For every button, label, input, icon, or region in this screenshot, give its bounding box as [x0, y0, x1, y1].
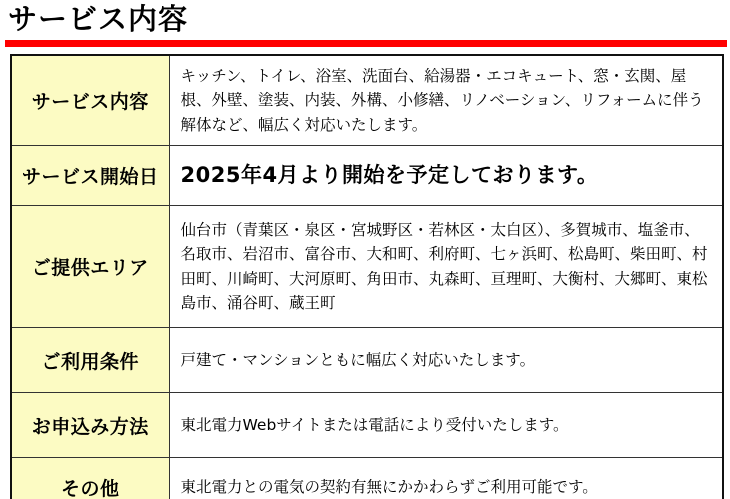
row-content: 2025年4月より開始を予定しております。 [169, 146, 723, 206]
table-row-service-start-date [11, 146, 723, 206]
table-row-usage-conditions [11, 328, 723, 393]
row-label: サービス開始日 [11, 146, 169, 206]
row-content: キッチン、トイレ、浴室、洗面台、給湯器・エコキュート、窓・玄関、屋根、外壁、塗装、内装、外構、小修繕、リノベーション、リフォームに伴う解体など、幅広く対応いたします。 [169, 55, 723, 146]
service-info-table [10, 54, 724, 499]
row-label: サービス内容 [11, 55, 169, 146]
table-row-service-area [11, 206, 723, 328]
row-label: ご利用条件 [11, 328, 169, 393]
row-content: 東北電力との電気の契約有無にかかわらずご利用可能です。 [169, 458, 723, 499]
table-row-application-method [11, 393, 723, 458]
page-title: サービス内容 [8, 2, 189, 36]
row-content: 東北電力Webサイトまたは電話により受付いたします。 [169, 393, 723, 458]
table-row-other [11, 458, 723, 499]
row-content: 戸建て・マンションともに幅広く対応いたします。 [169, 328, 723, 393]
row-label: その他 [11, 458, 169, 499]
table-row-service-contents [11, 55, 723, 146]
title-underline [5, 40, 727, 47]
row-label: お申込み方法 [11, 393, 169, 458]
row-content: 仙台市（青葉区・泉区・宮城野区・若林区・太白区）、多賀城市、塩釜市、名取市、岩沼市、富谷市、大和町、利府町、七ヶ浜町、松島町、柴田町、村田町、川崎町、大河原町、角田市、丸森町、亘理町、大衡村、大郷町、東松島市、涌谷町、蔵王町 [169, 206, 723, 328]
row-label: ご提供エリア [11, 206, 169, 328]
